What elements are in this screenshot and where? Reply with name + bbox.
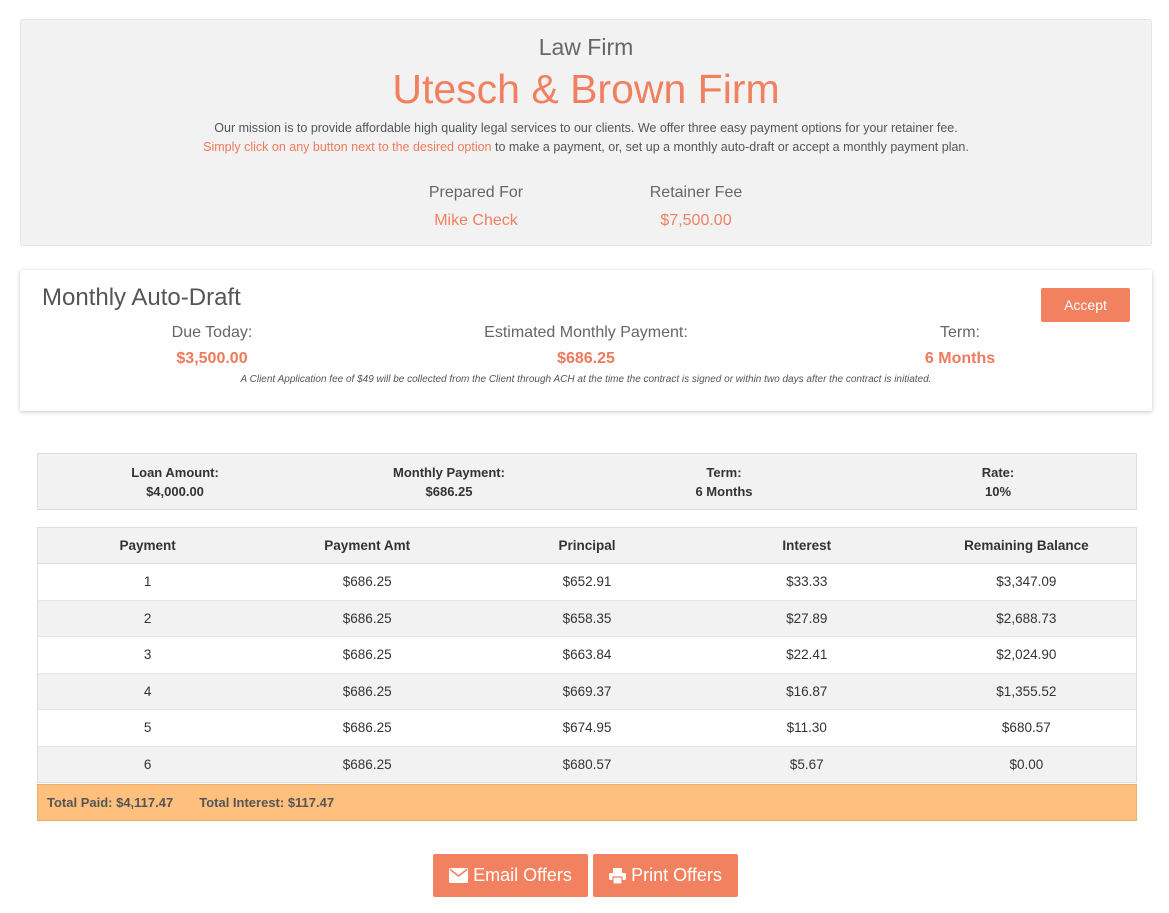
table-cell: $686.25 xyxy=(257,673,477,710)
table-cell: $22.41 xyxy=(697,637,917,674)
table-cell: 6 xyxy=(38,746,258,783)
due-today-label: Due Today: xyxy=(171,324,253,341)
loan-amount-value: $4,000.00 xyxy=(146,484,204,499)
amortization-table xyxy=(37,527,1137,783)
table-row xyxy=(38,637,1137,674)
summary-term-label: Term: xyxy=(706,465,742,480)
summary-term-value: 6 Months xyxy=(695,484,753,499)
table-cell: $11.30 xyxy=(697,710,917,747)
column-header-interest: Interest xyxy=(697,528,917,564)
table-cell: $669.37 xyxy=(477,673,697,710)
email-offers-button[interactable] xyxy=(433,854,588,897)
table-cell: $686.25 xyxy=(257,637,477,674)
table-cell: $27.89 xyxy=(697,600,917,637)
prepared-for-block xyxy=(376,184,576,230)
term-block xyxy=(880,324,1040,368)
monthly-payment-block xyxy=(349,463,549,501)
estimated-payment-block xyxy=(436,324,736,368)
table-cell: $652.91 xyxy=(477,564,697,601)
retainer-fee-block xyxy=(596,184,796,230)
table-cell: $3,347.09 xyxy=(917,564,1137,601)
mission-text: Our mission is to provide affordable high quality legal services to our clients. We offer three easy payment options for your retainer fee. xyxy=(214,121,958,135)
due-today-block xyxy=(132,324,292,368)
table-header-row xyxy=(38,528,1137,564)
email-offers-label: Email Offers xyxy=(473,865,572,885)
table-row xyxy=(38,600,1137,637)
summary-term-block xyxy=(624,463,824,501)
firm-name: Utesch & Brown Firm xyxy=(392,66,780,112)
table-cell: $680.57 xyxy=(917,710,1137,747)
retainer-fee-label: Retainer Fee xyxy=(649,184,743,201)
loan-amount-block xyxy=(75,463,275,501)
mission-highlight: Simply click on any button next to the desired option xyxy=(203,140,492,154)
table-row xyxy=(38,564,1137,601)
table-cell: $680.57 xyxy=(477,746,697,783)
rate-label: Rate: xyxy=(981,465,1015,480)
totals-bar xyxy=(37,784,1137,821)
table-cell: 3 xyxy=(38,637,258,674)
table-cell: $1,355.52 xyxy=(917,673,1137,710)
accept-button[interactable]: Accept xyxy=(1041,288,1130,322)
loan-amount-label: Loan Amount: xyxy=(131,465,219,480)
table-cell: $0.00 xyxy=(917,746,1137,783)
rate-block xyxy=(898,463,1098,501)
due-today-value: $3,500.00 xyxy=(176,350,248,367)
table-cell: 2 xyxy=(38,600,258,637)
table-cell: $663.84 xyxy=(477,637,697,674)
table-cell: $686.25 xyxy=(257,746,477,783)
column-header-remaining-balance: Remaining Balance xyxy=(917,528,1137,564)
printer-icon xyxy=(609,868,626,884)
table-cell: 5 xyxy=(38,710,258,747)
table-cell: $686.25 xyxy=(257,710,477,747)
firm-subtitle: Law Firm xyxy=(538,34,634,60)
table-cell: $2,024.90 xyxy=(917,637,1137,674)
monthly-payment-label: Monthly Payment: xyxy=(393,465,505,480)
column-header-payment-amt: Payment Amt xyxy=(257,528,477,564)
table-cell: 4 xyxy=(38,673,258,710)
table-cell: $33.33 xyxy=(697,564,917,601)
table-cell: $658.35 xyxy=(477,600,697,637)
table-cell: $674.95 xyxy=(477,710,697,747)
column-header-payment: Payment xyxy=(38,528,258,564)
rate-value: 10% xyxy=(984,484,1012,499)
table-cell: $686.25 xyxy=(257,600,477,637)
table-row xyxy=(38,710,1137,747)
prepared-for-label: Prepared For xyxy=(428,184,524,201)
table-cell: $686.25 xyxy=(257,564,477,601)
envelope-icon xyxy=(449,868,468,883)
table-cell: $2,688.73 xyxy=(917,600,1137,637)
table-cell: $16.87 xyxy=(697,673,917,710)
print-offers-button[interactable] xyxy=(593,854,738,897)
firm-header-panel xyxy=(20,19,1152,246)
print-offers-label: Print Offers xyxy=(631,865,722,885)
term-label: Term: xyxy=(940,324,980,341)
application-fee-note: A Client Application fee of $49 will be collected from the Client through ACH at the time the contract is signed or within two days after the contract is initiated. xyxy=(240,374,932,385)
term-value: 6 Months xyxy=(924,350,996,367)
mission-instructions-rest: to make a payment, or, set up a monthly auto-draft or accept a monthly payment plan. xyxy=(491,140,969,154)
monthly-payment-value: $686.25 xyxy=(425,484,473,499)
auto-draft-title: Monthly Auto-Draft xyxy=(42,284,241,311)
total-interest: Total Interest: $117.47 xyxy=(199,795,335,810)
monthly-auto-draft-card xyxy=(20,270,1152,411)
estimated-payment-label: Estimated Monthly Payment: xyxy=(484,324,688,341)
table-row xyxy=(38,673,1137,710)
retainer-fee-value: $7,500.00 xyxy=(660,212,732,229)
mission-instructions xyxy=(21,140,1151,154)
estimated-payment-value: $686.25 xyxy=(557,350,615,367)
column-header-principal: Principal xyxy=(477,528,697,564)
loan-summary-bar xyxy=(37,453,1137,510)
table-cell: $5.67 xyxy=(697,746,917,783)
total-paid: Total Paid: $4,117.47 xyxy=(47,795,174,810)
prepared-for-value: Mike Check xyxy=(434,212,518,229)
table-row xyxy=(38,746,1137,783)
table-cell: 1 xyxy=(38,564,258,601)
